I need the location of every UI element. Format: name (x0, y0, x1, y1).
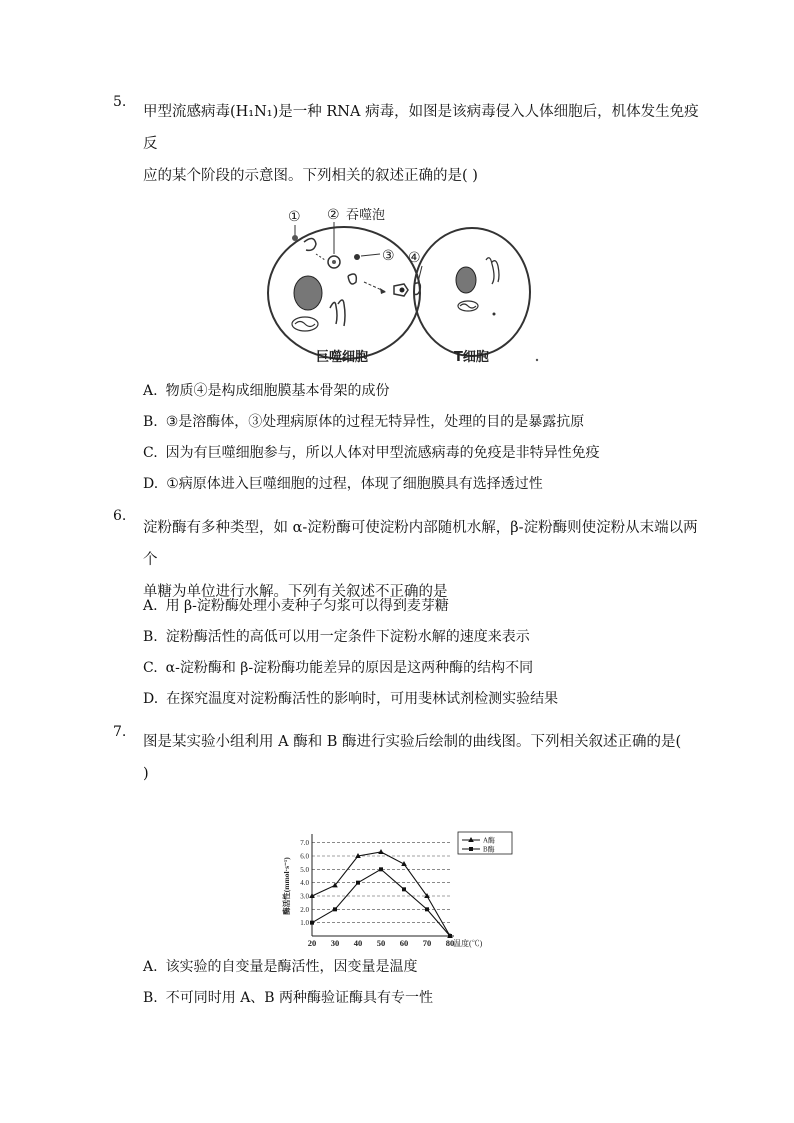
legend-label: A酶 (483, 836, 496, 845)
legend-marker (469, 847, 473, 851)
option-b: B. 不可同时用 A、B 两种酶验证酶具有专一性 (143, 990, 434, 1006)
y-tick-label: 6.0 (300, 852, 309, 861)
macrophage-t-cell-diagram (258, 200, 548, 370)
option-d: D. 在探究温度对淀粉酶活性的影响时，可用斐林试剂检测实验结果 (143, 691, 559, 707)
x-tick-label: 80 (445, 938, 455, 948)
stem-line: 淀粉酶有多种类型，如 α-淀粉酶可使淀粉内部随机水解，β-淀粉酶则使淀粉从末端以两个 (143, 520, 698, 568)
t-cell-nucleus (456, 267, 476, 293)
stem-line: 单糖为单位进行水解。下列有关叙述不正确的是 (143, 584, 448, 600)
y-tick-label: 2.0 (300, 905, 309, 914)
data-point (379, 867, 383, 871)
data-point (448, 934, 452, 938)
antigen-processing (348, 274, 356, 284)
option-a: A. 该实验的自变量是酶活性，因变量是温度 (143, 959, 418, 975)
data-point (378, 849, 384, 854)
data-point (402, 887, 406, 891)
mitochondrion (292, 317, 318, 331)
question-number: 7. (113, 724, 127, 740)
endoplasmic-reticulum (330, 300, 345, 326)
t-cell (414, 228, 530, 356)
marker-4: ④ (408, 250, 421, 266)
y-axis-label: 酶活性(mmol·s⁻¹) (282, 857, 291, 915)
stem-line: 甲型流感病毒(H₁N₁)是一种 RNA 病毒，如图是该病毒侵入人体细胞后，机体发生免疫反 (143, 104, 699, 152)
engulfing-membrane (304, 238, 316, 250)
stem-line: 图是某实验小组利用 A 酶和 B 酶进行实验后绘制的曲线图。下列相关叙述正确的是( ) (143, 734, 701, 782)
data-point (310, 921, 314, 925)
y-tick-label: 5.0 (300, 865, 309, 874)
y-tick-label: 7.0 (300, 839, 309, 848)
y-tick-label: 1.0 (300, 919, 309, 928)
question-number: 6. (113, 508, 127, 524)
option-d: D. ①病原体进入巨噬细胞的过程，体现了细胞膜具有选择透过性 (143, 476, 543, 492)
series-line (312, 852, 450, 936)
pathogen (292, 235, 298, 241)
y-tick-label: 3.0 (300, 892, 309, 901)
marker-3: ③ (382, 248, 395, 264)
stem-line: 应的某个阶段的示意图。下列相关的叙述正确的是( ) (143, 168, 478, 184)
option-b: B. 淀粉酶活性的高低可以用一定条件下淀粉水解的速度来表示 (143, 629, 530, 645)
option-b: B. ③是溶酶体，③处理病原体的过程无特异性，处理的目的是暴露抗原 (143, 414, 585, 430)
marker-2: ② (327, 207, 340, 223)
x-tick-label: 60 (399, 938, 409, 948)
option-a: A. 用 β-淀粉酶处理小麦种子匀浆可以得到麦芽糖 (143, 598, 449, 614)
nucleus (294, 276, 322, 310)
lysosome (354, 254, 360, 260)
option-c: C. 因为有巨噬细胞参与，所以人体对甲型流感病毒的免疫是非特异性免疫 (143, 445, 600, 461)
question-stem (143, 512, 703, 608)
data-point (425, 907, 429, 911)
t-cell-mitochondrion (458, 301, 478, 311)
option-c: C. α-淀粉酶和 β-淀粉酶功能差异的原因是这两种酶的结构不同 (143, 660, 534, 676)
phagosome-label: 吞噬泡 (346, 208, 386, 223)
question-number: 5. (113, 94, 127, 110)
x-tick-label: 70 (422, 938, 432, 948)
macrophage-label: 巨噬细胞 (316, 350, 369, 365)
data-point (356, 881, 360, 885)
x-tick-label: 50 (376, 938, 386, 948)
series-line (312, 869, 450, 936)
legend-label: B酶 (483, 845, 495, 854)
y-tick-label: 4.0 (300, 879, 309, 888)
question-stem (143, 96, 703, 192)
x-tick-label: 30 (330, 938, 340, 948)
macrophage-cell (268, 227, 420, 359)
option-a: A. 物质④是构成细胞膜基本骨架的成份 (143, 383, 390, 399)
enzyme-activity-chart (280, 828, 520, 954)
x-tick-label: 20 (307, 938, 317, 948)
question-stem (143, 726, 703, 790)
marker-1: ① (288, 209, 301, 225)
t-cell-label: T细胞 (454, 350, 489, 365)
x-tick-label: 40 (353, 938, 363, 948)
x-axis-label: 温度(℃) (453, 939, 483, 948)
data-point (333, 907, 337, 911)
